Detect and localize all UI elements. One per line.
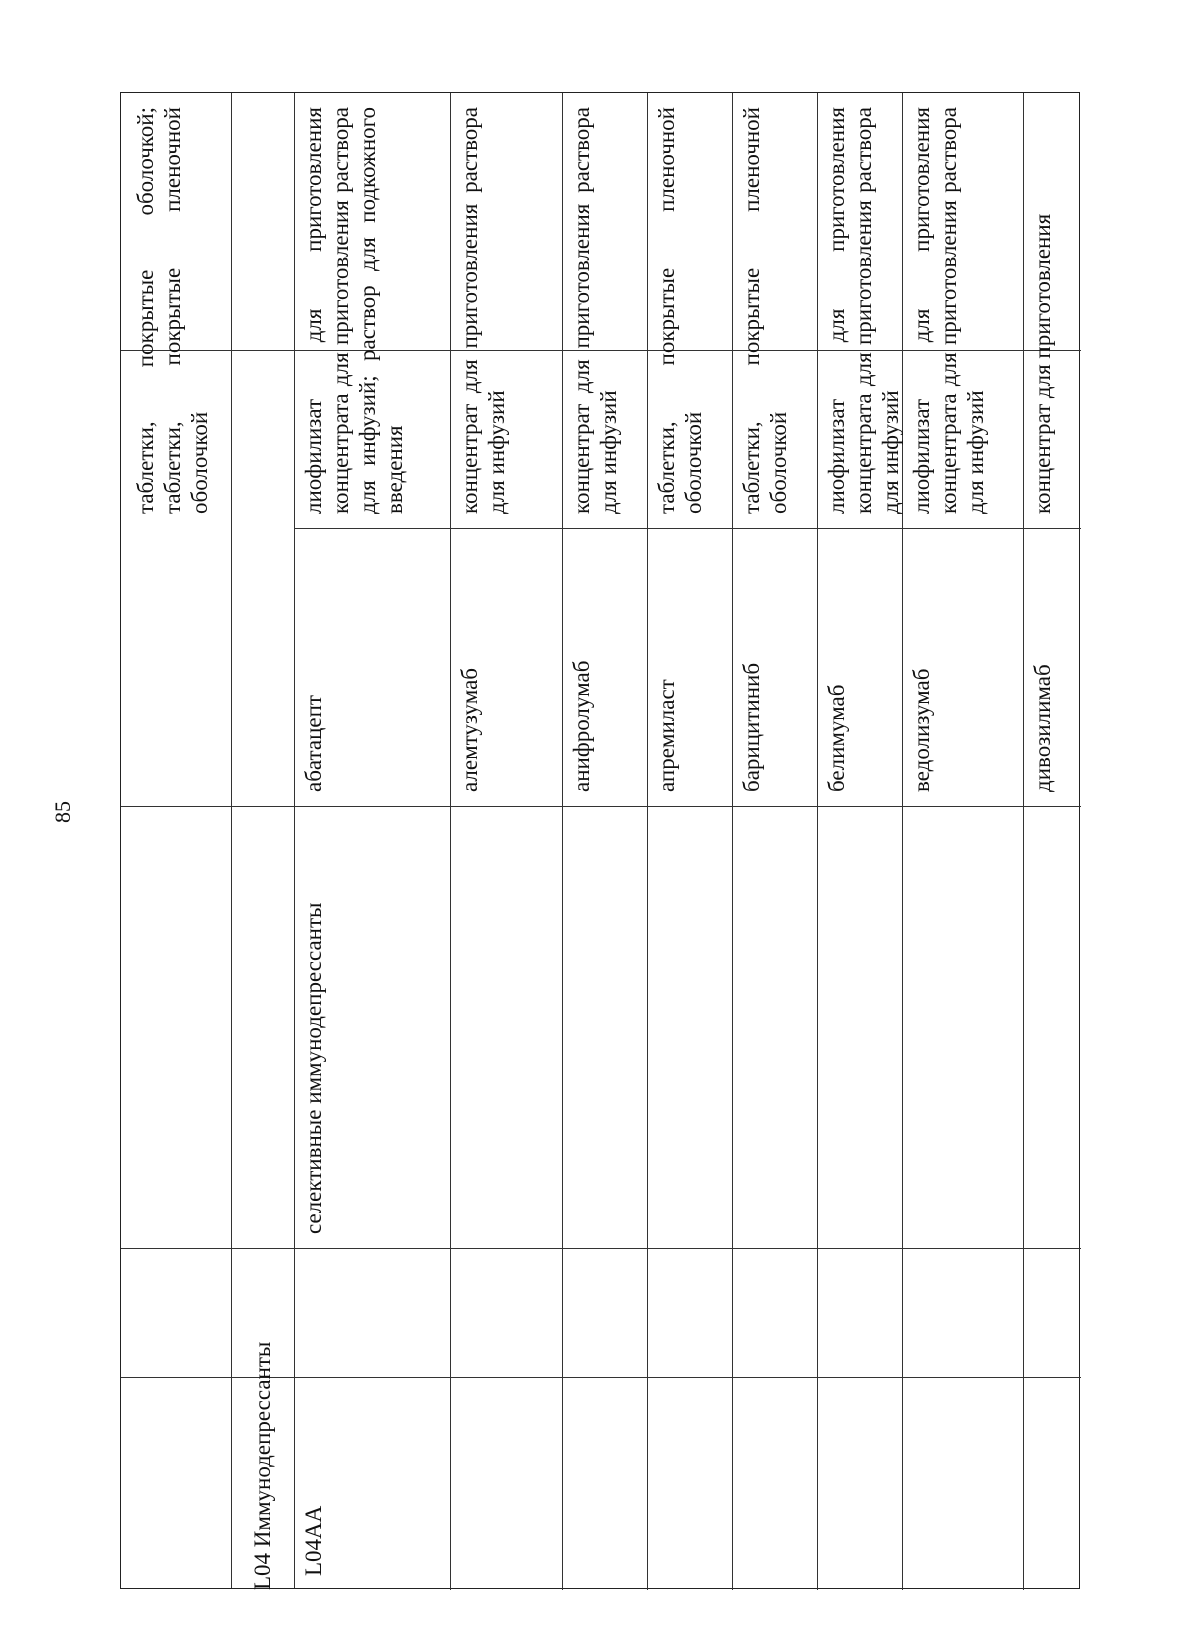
table-cell-form: таблетки, покрытые пленочной оболочкой: [654, 107, 706, 514]
table-cell-form: концентрат для приготовления раствора для инфузий: [569, 107, 621, 514]
table-cell-form: концентрат для приготовления раствора для инфузий: [457, 107, 509, 514]
table-cell-drug: дивозилимаб: [1030, 664, 1055, 792]
drug-table: [120, 92, 1080, 1589]
table-cell-code: L04AA: [301, 1505, 326, 1576]
table-cell-drug: ведолизумаб: [909, 668, 934, 792]
table-cell-form: лиофилизат для приготовления концентрата для приготовления раствора для инфузий; раствор для подкожного введения: [301, 107, 407, 514]
group-header-label: L04 Иммунодепрессанты: [250, 1341, 275, 1590]
table-cell-drug: апремиласт: [654, 679, 679, 792]
table-cell-drug: анифролумаб: [569, 660, 594, 792]
table-cell-form: таблетки, покрытые оболочкой; таблетки, покрытые пленочной оболочкой: [133, 107, 212, 514]
table-cell-form: лиофилизат для приготовления концентрата для приготовления раствора для инфузий: [909, 107, 988, 514]
group-header: [231, 93, 294, 1590]
table-cell-group: селективные иммунодепрессанты: [301, 902, 326, 1234]
table-cell-drug: барицитиниб: [739, 662, 764, 792]
table-cell-form: таблетки, покрытые пленочной оболочкой: [739, 107, 791, 514]
table-cell-form: лиофилизат для приготовления концентрата для приготовления раствора для инфузий: [824, 107, 903, 514]
table-cell-drug: абатацепт: [301, 695, 326, 792]
table-cell-drug: алемтузумаб: [457, 667, 482, 792]
table-cell-drug: белимумаб: [824, 684, 849, 792]
page-number: 85: [50, 801, 75, 823]
table-cell-form: концентрат для приготовления: [1030, 213, 1055, 514]
